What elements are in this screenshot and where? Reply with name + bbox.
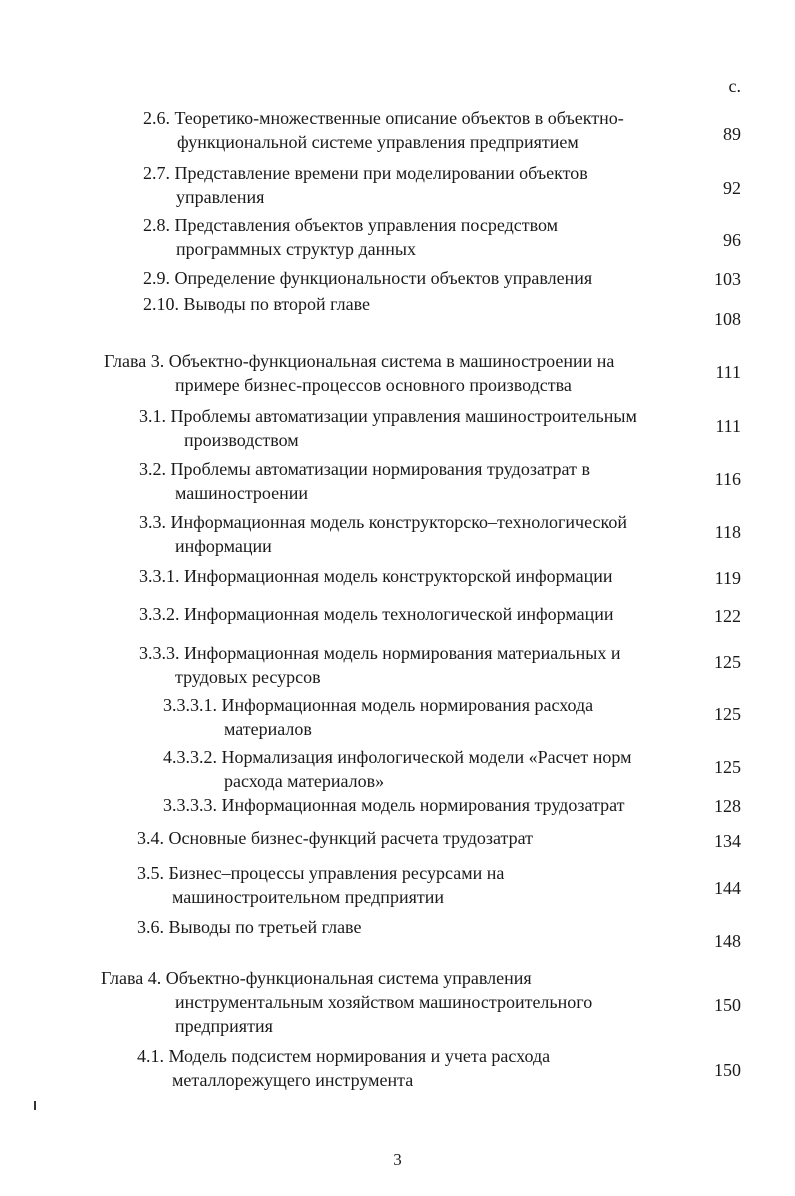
toc-entry-text: производством	[184, 430, 299, 450]
toc-entry-3-6	[137, 915, 361, 939]
toc-entry-text: Глава 3. Объектно-функциональная система в машиностроении на	[104, 351, 615, 371]
toc-entry-text: 3.3.1. Информационная модель конструкторской информации	[139, 566, 613, 586]
toc-entry-2-7	[143, 161, 588, 209]
toc-page-number: 118	[714, 522, 741, 542]
toc-page-number: 111	[715, 362, 741, 382]
toc-entry-text: программных структур данных	[176, 239, 416, 259]
toc-entry-3-4	[137, 826, 533, 850]
toc-entry-3-2	[139, 457, 590, 505]
toc-entry-text: 3.2. Проблемы автоматизации нормирования трудозатрат в	[139, 459, 590, 479]
toc-page-number: 103	[714, 269, 741, 289]
toc-entry-text: 3.3.3.3. Информационная модель нормирования трудозатрат	[163, 795, 625, 815]
toc-entry-3-5	[137, 861, 504, 909]
toc-entry-2-8	[143, 213, 558, 261]
toc-entry-text: металлорежущего инструмента	[172, 1070, 414, 1090]
page-number: 3	[393, 1150, 402, 1169]
toc-entry-3-3-1	[139, 564, 613, 588]
toc-entry-text: 2.6. Теоретико-множественные описание объектов в объектно-	[143, 108, 624, 128]
page-column-header: с.	[728, 76, 741, 96]
toc-page-number: 116	[714, 469, 741, 489]
toc-entry-2-10	[143, 292, 370, 316]
toc-entry-4-1	[137, 1044, 550, 1092]
scan-speck	[34, 1101, 36, 1110]
toc-entry-text: инструментальным хозяйством машиностроительного	[175, 992, 593, 1012]
toc-entry-text: 3.3. Информационная модель конструкторско–технологической	[139, 512, 628, 532]
toc-page-number: 122	[714, 606, 741, 626]
toc-page-number: 111	[715, 416, 741, 436]
toc-page-number: 108	[714, 309, 741, 329]
toc-entry-text: 2.10. Выводы по второй главе	[143, 294, 370, 314]
toc-entry-text: 2.7. Представление времени при моделировании объектов	[143, 163, 588, 183]
toc-page-number: 150	[714, 1060, 741, 1080]
toc-entry-3-3-2	[139, 602, 614, 626]
toc-page-number: 144	[714, 878, 741, 898]
toc-entry-text: материалов	[224, 719, 312, 739]
toc-entry-2-6	[143, 106, 624, 154]
toc-entry-text: трудовых ресурсов	[175, 667, 321, 687]
toc-entry-text: 4.1. Модель подсистем нормирования и учета расхода	[137, 1046, 551, 1066]
toc-entry-text: машиностроении	[175, 483, 309, 503]
toc-entry-2-9	[143, 266, 592, 290]
toc-entry-text: управления	[176, 187, 265, 207]
toc-page-number: 125	[714, 757, 741, 777]
toc-page-number: 150	[714, 995, 741, 1015]
toc-entry-text: 3.3.2. Информационная модель технологической информации	[139, 604, 614, 624]
toc-page-number: 125	[714, 704, 741, 724]
toc-entry-3-3-3	[139, 641, 620, 689]
toc-entry-text: 2.8. Представления объектов управления посредством	[143, 215, 559, 235]
toc-page-number: 134	[714, 831, 741, 851]
toc-page-number: 96	[723, 230, 741, 250]
toc-entry-text: информации	[175, 536, 272, 556]
toc-entry-text: примере бизнес-процессов основного производства	[175, 375, 572, 395]
toc-entry-text: предприятия	[175, 1016, 273, 1036]
toc-page-number: 119	[714, 568, 741, 588]
toc-entry-text: 3.3.3. Информационная модель нормирования материальных и	[139, 643, 621, 663]
toc-entry-text: машиностроительном предприятии	[172, 887, 444, 907]
toc-entry-text: 3.3.3.1. Информационная модель нормирования расхода	[163, 695, 594, 715]
toc-entry-3-3-3-3	[163, 793, 624, 817]
toc-entry-text: 3.6. Выводы по третьей главе	[137, 917, 362, 937]
toc-page-number: 89	[723, 124, 741, 144]
toc-entry-text: 4.3.3.2. Нормализация инфологической модели «Расчет норм	[163, 747, 632, 767]
toc-entry-4-3-3-2	[163, 745, 631, 793]
toc-page-number: 148	[714, 931, 741, 951]
toc-entry-text: Глава 4. Объектно-функциональная система управления	[101, 968, 532, 988]
toc-page-number: 128	[714, 796, 741, 816]
toc-entry-text: расхода материалов»	[224, 771, 385, 791]
toc-chapter-4	[101, 966, 592, 1038]
toc-entry-text: функциональной системе управления предприятием	[177, 132, 579, 152]
toc-chapter-3	[104, 349, 614, 397]
toc-entry-3-3-3-1	[163, 693, 593, 741]
toc-entry-text: 3.5. Бизнес–процессы управления ресурсами на	[137, 863, 505, 883]
toc-page-number: 125	[714, 652, 741, 672]
toc-entry-3-1	[139, 404, 637, 452]
toc-entry-3-3	[139, 510, 627, 558]
toc-page-number: 92	[723, 178, 741, 198]
toc-entry-text: 3.4. Основные бизнес-функций расчета трудозатрат	[137, 828, 533, 848]
toc-entry-text: 2.9. Определение функциональности объектов управления	[143, 268, 593, 288]
toc-entry-text: 3.1. Проблемы автоматизации управления машиностроительным	[139, 406, 637, 426]
